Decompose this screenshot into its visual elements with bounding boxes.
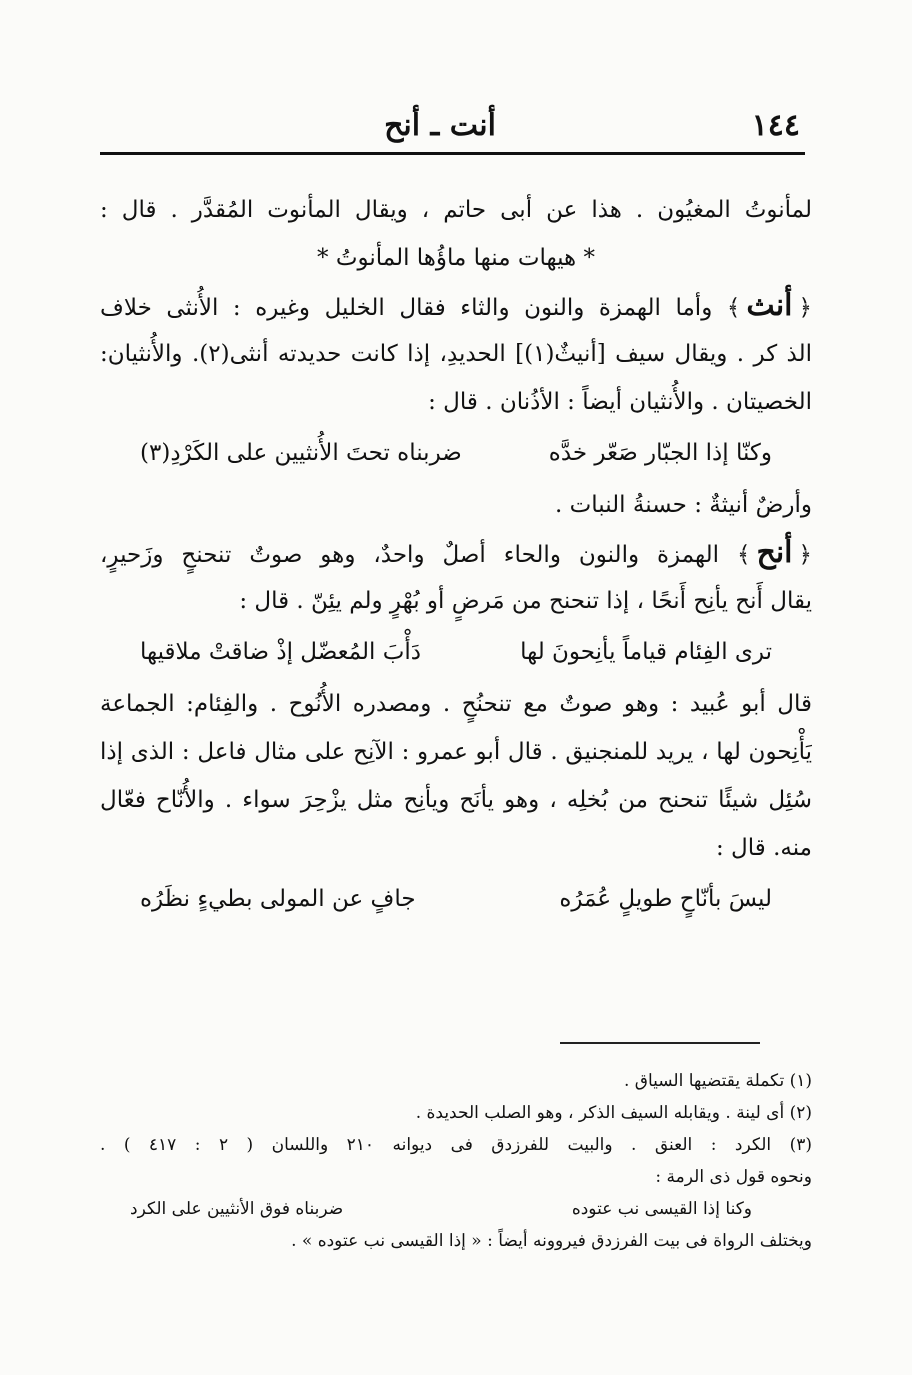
text-line: الهمزة والنون والحاء أصلٌ واحدٌ، وهو صوتٌ تنحنحٍ وزَحيرٍ، xyxy=(100,542,720,568)
headword-anth: ﴿أنث﴾ xyxy=(726,288,812,323)
footnotes xyxy=(100,1065,812,1257)
footnote: (٣) الكرد : العنق . والبيت للفرزدق فى ديوانه ٢١٠ واللسان ( ٢ : ٤١٧ ) . xyxy=(100,1135,812,1155)
footnote: (٢) أى لينة . ويقابله السيف الذكر ، وهو الصلب الحديدة . xyxy=(415,1103,812,1123)
footnote: ونحوه قول ذى الرمة : xyxy=(655,1167,812,1187)
headword-anh: ﴿أنح﴾ xyxy=(736,535,812,570)
running-header-title: أنت ـ أنح xyxy=(384,108,496,143)
text-line: الذ كر . ويقال سيف [أنيثٌ(١)] الحديدِ، إذا كانت حديدته أنثى(٢). والأُنثيان: xyxy=(100,341,812,367)
text-line: لمأنوتُ المغيُون . هذا عن أبى حاتم ، ويقال المأنوت المُقدَّر . قال : xyxy=(100,197,812,223)
poem-verse xyxy=(100,872,812,927)
text-line: وأما الهمزة والنون والثاء فقال الخليل وغيره : الأُنثى خلاف xyxy=(100,295,713,321)
verse-second-hemistich: ضربناه تحتَ الأُنثيين على الكَرْدِ(٣) xyxy=(140,440,462,466)
verse-first-hemistich: وكنّا إذا الجبّار صَعّر خدَّه xyxy=(548,440,772,466)
footnote: ويختلف الرواة فى بيت الفرزدق فيروونه أيضاً : « إذا القيسى نب عتوده » . xyxy=(291,1231,812,1251)
footnote: (١) تكملة يقتضيها السياق . xyxy=(623,1071,812,1091)
entry-anth xyxy=(100,282,812,330)
footnote-verse xyxy=(100,1193,812,1225)
poem-verse xyxy=(100,426,812,481)
text-line: يَأْنِحون لها ، يريد للمنجنيق . قال أبو عمرو : الآنِح على مثال فاعل : الذى إذا xyxy=(100,739,812,765)
text-line: منه. قال : xyxy=(716,835,812,861)
text-line: الخصيتان . والأُنثيان أيضاً : الأذُنان . قال : xyxy=(428,389,812,415)
verse-second-hemistich: ضربناه فوق الأنثيين على الكرد xyxy=(130,1199,344,1219)
verse-first-hemistich: ترى الفِئام قياماً يأنِحونَ لها xyxy=(520,639,772,665)
verse-hemistich: * هيهات منها ماؤُها المأنوتُ * xyxy=(317,245,595,271)
text-line: وأرضٌ أنيثةٌ : حسنةُ النبات . xyxy=(555,492,812,518)
text-line: قال أبو عُبيد : وهو صوتٌ مع تنحنُحٍ . ومصدره الأُنُوح . والفِئام: الجماعة xyxy=(100,691,812,717)
main-text xyxy=(100,186,812,927)
verse-second-hemistich: دَأْبَ المُعضّل إذْ ضاقتْ ملاقيها xyxy=(140,639,422,665)
verse-first-hemistich: ليسَ بأنّاحٍ طويلٍ عُمَرُه xyxy=(559,886,772,912)
poem-verse xyxy=(100,625,812,680)
page-number: ١٤٤ xyxy=(751,108,800,143)
footnote-rule xyxy=(560,1042,760,1044)
text-line: يقال أَنح يأنِح أَنحًا ، إذا تنحنح من مَرضٍ أو بُهْرٍ ولم يئِنّ . قال : xyxy=(239,588,812,614)
text-line: سُئِل شيئًا تنحنح من بُخلِه ، وهو يأنَح ويأنِح مثل يزْحِرَ سواء . والأُنّاح فعّال xyxy=(100,787,812,813)
entry-anh xyxy=(100,529,812,577)
verse-second-hemistich: جافٍ عن المولى بطيءٍ نظَرُه xyxy=(140,886,416,912)
verse-first-hemistich: وكنا إذا القيسى نب عتوده xyxy=(571,1199,752,1219)
header-rule xyxy=(100,152,805,155)
